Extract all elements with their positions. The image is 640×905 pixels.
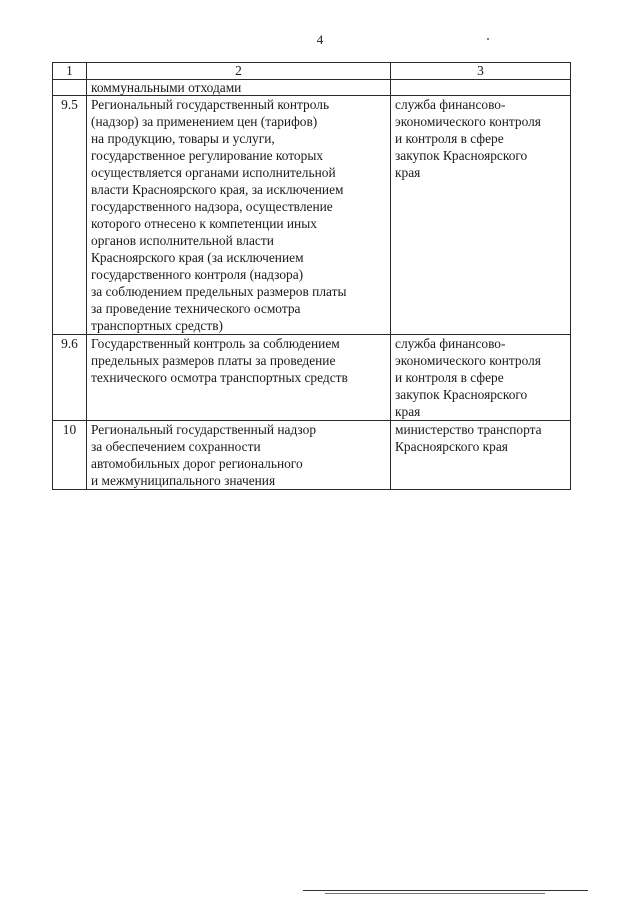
row-description: Государственный контроль за соблюдением предельных размеров платы за проведение технического осмотра транспортных средств [87, 335, 391, 421]
header-cell-1: 1 [53, 63, 87, 80]
row-number: 10 [53, 421, 87, 490]
regulatory-table [52, 62, 571, 490]
row-authority: министерство транспорта Красноярского края [391, 421, 571, 490]
scan-edge-line [325, 893, 545, 894]
continuation-num-cell [53, 80, 87, 96]
continuation-authority-cell [391, 80, 571, 96]
continuation-row [53, 80, 571, 96]
page-number: 4 [316, 32, 324, 47]
row-description: Региональный государственный надзор за обеспечением сохранности автомобильных дорог регионального и межмуниципального значения [87, 421, 391, 490]
scan-speck [487, 38, 489, 40]
header-cell-2: 2 [87, 63, 391, 80]
row-number: 9.5 [53, 96, 87, 335]
scan-edge-line [303, 890, 588, 891]
row-number: 9.6 [53, 335, 87, 421]
table-row [53, 335, 571, 421]
header-cell-3: 3 [391, 63, 571, 80]
table-row [53, 421, 571, 490]
table-header-row [53, 63, 571, 80]
row-authority: служба финансово- экономического контроля и контроля в сфере закупок Красноярского края [391, 335, 571, 421]
table-row [53, 96, 571, 335]
row-description: Региональный государственный контроль (надзор) за применением цен (тарифов) на продукцию, товары и услуги, государственное регулирование которых осуществляется органами исполнительной власти Красноярского края, за исключением государственного надзора, осуществление которого отнесено к компетенции иных органов исполнительной власти Красноярского края (за исключением государственного контроля (надзора) за соблюдением предельных размеров платы за проведение технического осмотра транспортных средств) [87, 96, 391, 335]
continuation-text: коммунальными отходами [87, 80, 391, 96]
row-authority: служба финансово- экономического контроля и контроля в сфере закупок Красноярского края [391, 96, 571, 335]
